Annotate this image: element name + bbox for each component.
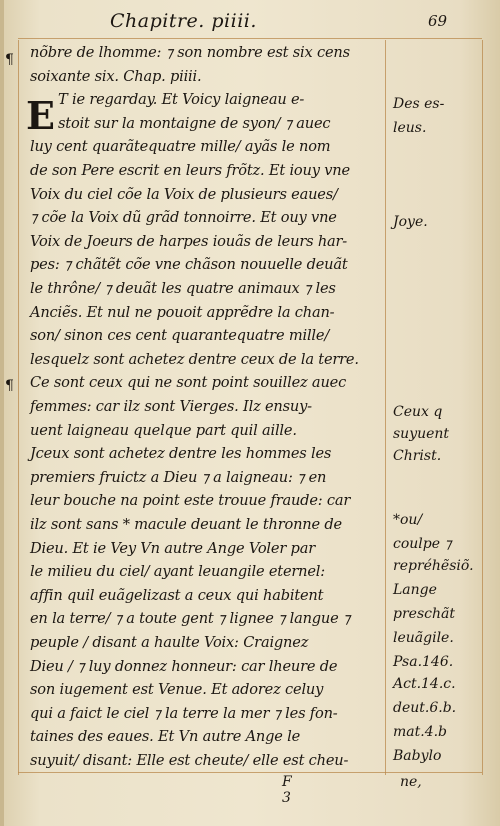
- text-line: pes: ⁊ chãtẽt cõe vne chãson nouuelle deuãt: [30, 256, 348, 274]
- text-line: Jceux sont achetez dentre les hommes les: [30, 445, 332, 463]
- text-line: Voix de Joeurs de harpes iouãs de leurs har-: [30, 232, 348, 250]
- text-line: ilz sont sans * macule deuant le thronne de: [30, 516, 342, 533]
- pilcrow-mark: ¶: [5, 52, 14, 68]
- text-line: suyuit/ disant: Elle est cheute/ elle est cheu-: [30, 752, 349, 769]
- page-gutter-shadow: [0, 0, 4, 826]
- text-line: de son Pere escrit en leurs frõtz. Et iouy vne: [30, 162, 350, 179]
- text-line: lesquelz sont achetez dentre ceux de la terre.: [30, 350, 359, 368]
- drop-initial: E: [26, 93, 55, 138]
- marginal-note: Christ.: [393, 448, 442, 464]
- marginal-note: leus.: [393, 120, 427, 136]
- text-line: ⁊ cõe la Voix dũ grãd tonnoirre. Et ouy vne: [30, 209, 337, 227]
- bottom-rule: [18, 772, 482, 773]
- text-line: luy cent quarãtequatre mille/ ayãs le nom: [30, 138, 331, 156]
- right-margin-rule: [482, 40, 483, 775]
- text-line: affin quil euãgelizast a ceux qui habitent: [30, 586, 324, 604]
- signature-mark: F 3: [282, 774, 292, 806]
- catchword: ne,: [400, 774, 422, 790]
- marginal-note: Joye.: [393, 214, 428, 230]
- marginal-note: *ou/: [393, 512, 423, 528]
- text-line: femmes: car ilz sont Vierges. Ilz ensuy-: [30, 398, 312, 415]
- marginal-note: suyuent: [393, 426, 450, 442]
- marginal-note: Psa.146.: [393, 654, 454, 670]
- text-line: taines des eaues. Et Vn autre Ange le: [30, 728, 301, 746]
- text-line: son/ sinon ces cent quarantequatre mille/: [30, 327, 330, 345]
- chapter-heading: Chapitre. piiii.: [110, 10, 257, 32]
- text-margin-rule: [385, 40, 386, 775]
- marginal-note: Babylo: [393, 748, 442, 764]
- text-line: en la terre/ ⁊ a toute gent ⁊ lignee ⁊ langue ⁊: [30, 610, 351, 628]
- text-line: stoit sur la montaigne de syon/ ⁊ auec: [58, 114, 331, 132]
- text-line: leur bouche na point este trouue fraude: car: [30, 492, 351, 510]
- text-line: Voix du ciel cõe la Voix de plusieurs eaues/: [30, 185, 338, 203]
- text-line: qui a faict le ciel ⁊ la terre la mer ⁊ les fon-: [30, 704, 338, 722]
- marginal-note: Ceux q: [393, 404, 443, 420]
- marginal-note: repréhẽsiõ.: [393, 558, 474, 574]
- text-line: nõbre de lhomme: ⁊ son nombre est six cens: [30, 44, 350, 61]
- text-line: son iugement est Venue. Et adorez celuy: [30, 681, 324, 699]
- text-line: peuple / disant a haulte Voix: Craignez: [30, 634, 309, 651]
- text-line: T ie regarday. Et Voicy laigneau e-: [58, 91, 305, 109]
- marginal-note: mat.4.b: [393, 724, 448, 740]
- top-rule: [18, 38, 482, 39]
- marginal-note: Des es-: [393, 96, 445, 112]
- text-line: premiers fruictz a Dieu ⁊ a laigneau: ⁊ en: [30, 468, 327, 486]
- marginal-note: deut.6.b.: [393, 700, 457, 716]
- marginal-note: leuãgile.: [393, 630, 454, 646]
- text-line: Anciẽs. Et nul ne pouoit apprẽdre la chan-: [30, 303, 335, 321]
- text-line: le thrône/ ⁊ deuãt les quatre animaux ⁊ les: [30, 280, 336, 297]
- marginal-note: Act.14.c.: [393, 676, 456, 692]
- running-head: [0, 10, 500, 38]
- text-line: uent laigneau quelque part quil aille.: [30, 421, 297, 439]
- text-line: le milieu du ciel/ ayant leuangile eternel:: [30, 563, 325, 581]
- left-margin-rule: [18, 40, 19, 775]
- marginal-note: preschãt: [393, 606, 455, 622]
- text-line: soixante six. Chap. piiii.: [30, 67, 202, 85]
- marginal-note: coulpe ⁊: [393, 536, 452, 552]
- text-line: Dieu / ⁊ luy donnez honneur: car lheure de: [30, 657, 338, 675]
- folio-number: 69: [428, 12, 448, 30]
- text-line: Ce sont ceux qui ne sont point souillez auec: [30, 374, 347, 392]
- marginal-note: Lange: [393, 582, 437, 598]
- pilcrow-mark: ¶: [5, 378, 14, 394]
- text-line: Dieu. Et ie Vey Vn autre Ange Voler par: [30, 539, 315, 557]
